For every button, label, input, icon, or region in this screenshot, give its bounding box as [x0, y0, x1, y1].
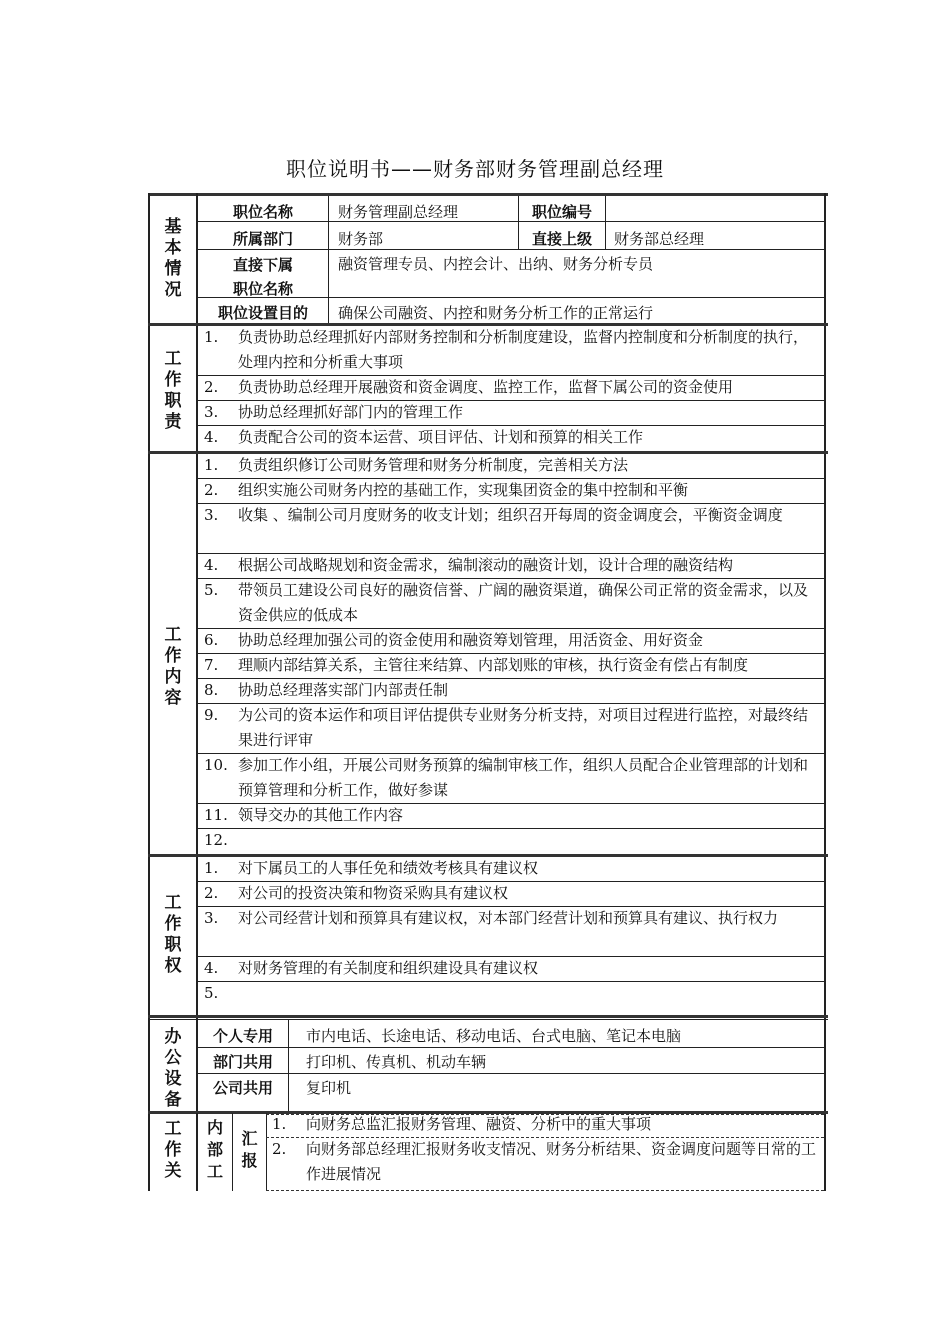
label-equip-company: 公司共用: [212, 1079, 273, 1097]
section-equipment-label: [150, 1027, 196, 1111]
section-equipment-text: 办公设备: [164, 1027, 182, 1110]
item-number: 2.: [204, 481, 219, 499]
item-number: 4.: [204, 556, 219, 574]
item-text: 领导交办的其他工作内容: [238, 806, 404, 824]
relation-text: 向财务部总经理汇报财务收支情况、财务分析结果、资金调度问题等日常的工作进展情况: [306, 1140, 817, 1183]
item-text: 负责组织修订公司财务管理和财务分析制度，完善相关方法: [238, 456, 629, 474]
label-position-name: 职位名称: [232, 203, 293, 221]
item-text: 对财务管理的有关制度和组织建设具有建议权: [238, 959, 539, 977]
label-supervisor: 直接上级: [531, 230, 592, 248]
item-number: 7.: [204, 656, 219, 674]
relation-num: 1.: [272, 1115, 287, 1133]
item-text: 为公司的资本运作和项目评估提供专业财务分析支持，对项目过程进行监控，对最终结果进行评审: [238, 706, 809, 749]
report-text: 汇报: [241, 1129, 258, 1170]
item-text: 理顺内部结算关系，主管往来结算、内部划账的审核，执行资金有偿占有制度: [238, 656, 749, 674]
job-description-form: [148, 193, 828, 1191]
value-supervisor: 财务部总经理: [614, 230, 705, 248]
top-border: [148, 193, 828, 196]
label-department: 所属部门: [232, 230, 293, 248]
item-number: 3.: [204, 909, 219, 927]
item-text: 组织实施公司财务内控的基础工作，实现集团资金的集中控制和平衡: [238, 481, 689, 499]
label-position-code: 职位编号: [531, 203, 592, 221]
item-text: 负责配合公司的资本运营、项目评估、计划和预算的相关工作: [238, 428, 644, 446]
item-number: 4.: [204, 959, 219, 977]
item-text: 对公司经营计划和预算具有建议权，对本部门经营计划和预算具有建议、执行权力: [238, 909, 779, 927]
value-equip-personal: 市内电话、长途电话、移动电话、台式电脑、笔记本电脑: [306, 1027, 682, 1045]
item-number: 3.: [204, 506, 219, 524]
item-number: 1.: [204, 859, 219, 877]
report-label: [233, 1128, 266, 1172]
item-number: 6.: [204, 631, 219, 649]
item-text: 协助总经理抓好部门内的管理工作: [238, 403, 464, 421]
label-equip-personal: 个人专用: [212, 1027, 273, 1045]
value-purpose: 确保公司融资、内控和财务分析工作的正常运行: [338, 304, 654, 322]
value-equip-dept: 打印机、传真机、机动车辆: [306, 1053, 487, 1071]
value-department: 财务部: [338, 230, 384, 248]
item-number: 12.: [204, 831, 228, 849]
value-subordinates: 融资管理专员、内控会计、出纳、财务分析专员: [338, 255, 654, 273]
section-duties-label: [150, 349, 196, 433]
item-text: 对公司的投资决策和物资采购具有建议权: [238, 884, 509, 902]
item-text: 参加工作小组，开展公司财务预算的编制审核工作，组织人员配合企业管理部的计划和预算管理和分析工作，做好参谋: [238, 756, 809, 799]
item-number: 5.: [204, 984, 219, 1002]
item-text: 负责协助总经理开展融资和资金调度、监控工作，监督下属公司的资金使用: [238, 378, 734, 396]
item-number: 4.: [204, 428, 219, 446]
section-relations-label: [150, 1119, 196, 1182]
duties-list: [196, 325, 824, 451]
item-number: 9.: [204, 706, 219, 724]
label-equip-dept: 部门共用: [212, 1053, 273, 1071]
section-basic-label: [150, 217, 196, 301]
item-text: 带领员工建设公司良好的融资信誉、广阔的融资渠道，确保公司正常的资金需求，以及资金供应的低成本: [238, 581, 809, 624]
relation-text: 向财务总监汇报财务管理、融资、分析中的重大事项: [306, 1115, 652, 1133]
page-title: 职位说明书——财务部财务管理副总经理: [286, 157, 664, 181]
value-equip-company: 复印机: [306, 1079, 352, 1097]
item-number: 8.: [204, 681, 219, 699]
item-number: 10.: [204, 756, 228, 774]
item-text: 负责协助总经理抓好内部财务控制和分析制度建设，监督内控制度和分析制度的执行，处理内控和分析重大事项: [238, 328, 809, 371]
item-text: 对下属员工的人事任免和绩效考核具有建议权: [238, 859, 539, 877]
item-number: 1.: [204, 456, 219, 474]
item-text: 协助总经理加强公司的资金使用和融资筹划管理，用活资金、用好资金: [238, 631, 704, 649]
value-position-name: 财务管理副总经理: [338, 203, 459, 221]
item-number: 2.: [204, 378, 219, 396]
item-text: 协助总经理落实部门内部责任制: [238, 681, 449, 699]
label-subordinates: 直接下属职位名称: [232, 256, 293, 298]
label-purpose: 职位设置目的: [217, 304, 308, 322]
content-list: [196, 453, 824, 853]
relation-num: 2.: [272, 1140, 287, 1158]
section-content-text: 工作内容: [164, 625, 182, 708]
internal-label: [198, 1117, 232, 1183]
section-relations-text: 工作关: [164, 1119, 182, 1181]
internal-text: 内部工: [206, 1118, 223, 1181]
section-content-label: [150, 625, 196, 709]
item-number: 11.: [204, 806, 228, 824]
section-authority-label: [150, 893, 196, 977]
item-number: 1.: [204, 328, 219, 346]
item-number: 5.: [204, 581, 219, 599]
item-number: 3.: [204, 403, 219, 421]
item-text: 根据公司战略规划和资金需求，编制滚动的融资计划，设计合理的融资结构: [238, 556, 734, 574]
item-text: 收集 、编制公司月度财务的收支计划；组织召开每周的资金调度会，平衡资金调度: [238, 506, 783, 524]
section-basic-text: 基本情况: [164, 217, 182, 300]
item-number: 2.: [204, 884, 219, 902]
section-authority-text: 工作职权: [164, 893, 182, 976]
authority-list: [196, 856, 824, 1012]
section-duties-text: 工作职责: [164, 349, 182, 432]
right-border: [824, 193, 826, 1191]
